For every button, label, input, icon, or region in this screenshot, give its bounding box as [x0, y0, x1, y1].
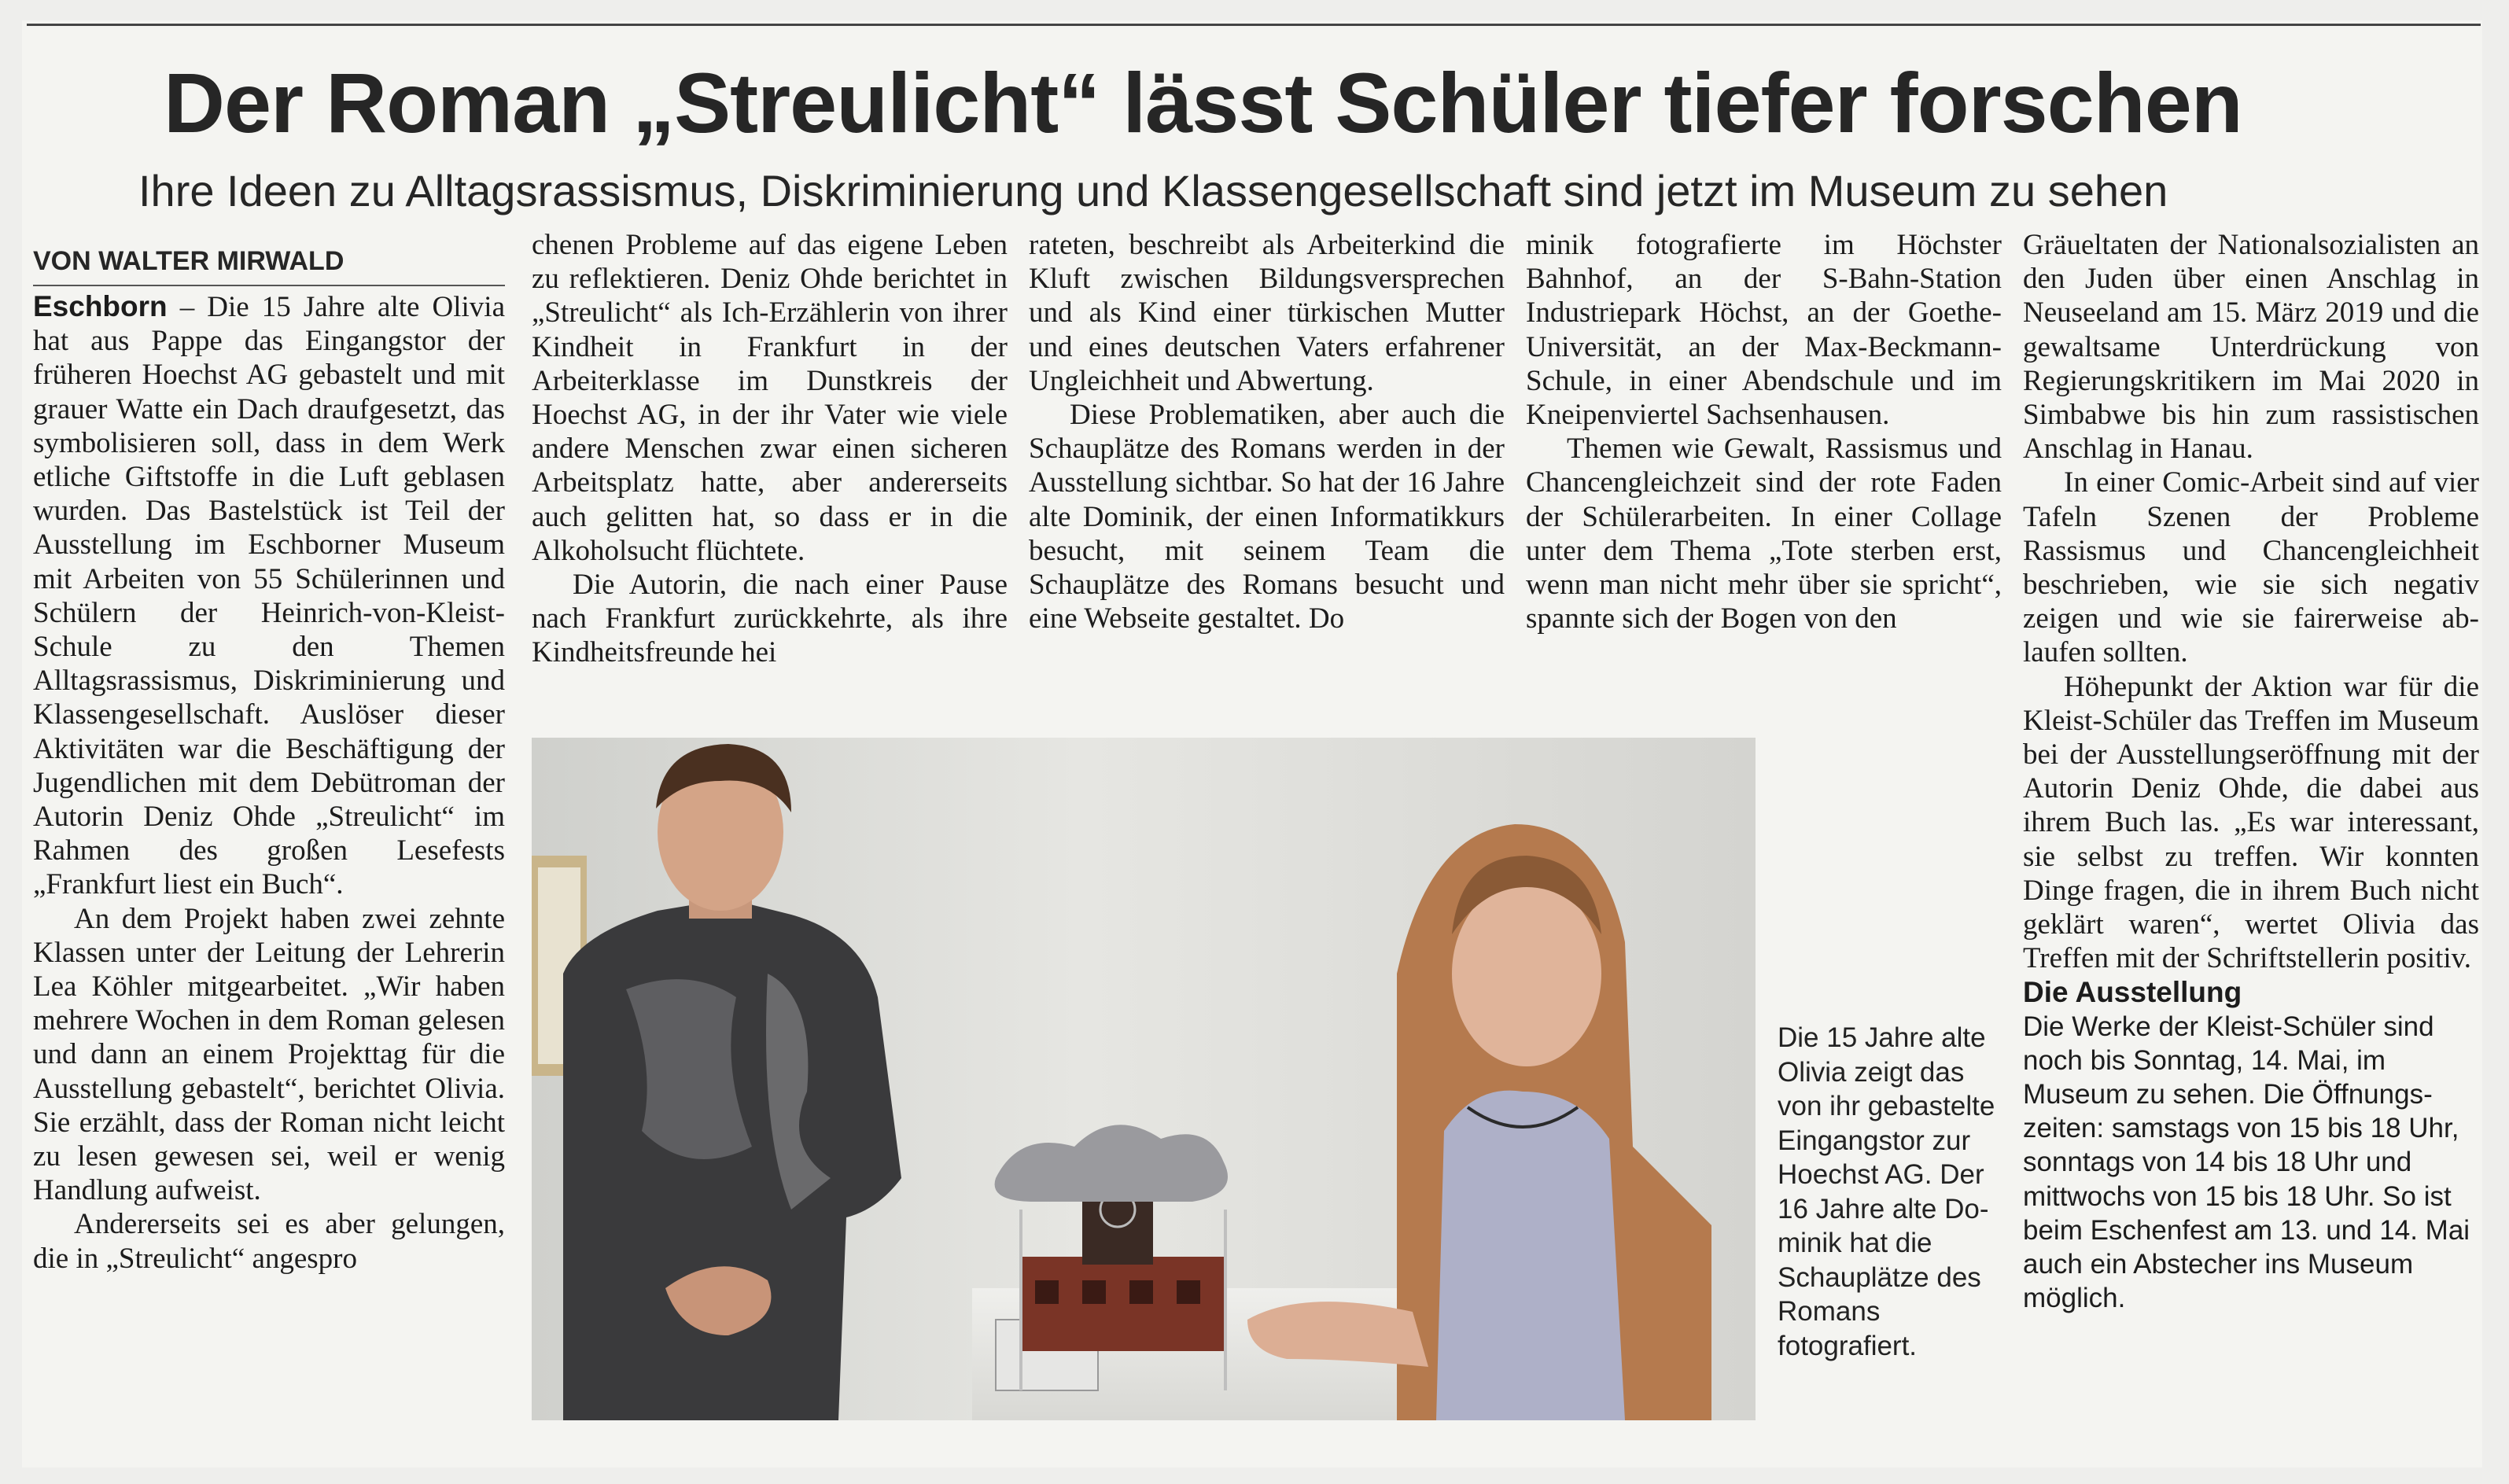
- section-heading: Die Ausstellung: [2023, 976, 2242, 1009]
- column-3: [1029, 228, 1505, 635]
- column-5: [2023, 228, 2479, 1316]
- paragraph: Diese Problematiken, aber auch die Schauplätze des Romans werden in der Ausstellung sichtbar. So hat der 16 Jahre alte Dominik, der einen Informatikkurs besucht, mit seinem Team die Schauplätze des Romans besucht und eine Webseite gestaltet. Do: [1029, 399, 1505, 635]
- section-text: Die Werke der Kleist-Schüler sind noch bis Sonntag, 14. Mai, im Museum zu sehen. Die Öffnungszeiten: samstags von 15 bis 18 Uhr, sonntags von 14 bis 18 Uhr und mittwochs von 15 bis 18 Uhr. So ist beim Eschenfest am 13. und 14. Mai auch ein Abstecher ins Museum möglich.: [2023, 1011, 2470, 1314]
- column-4: [1526, 228, 2002, 635]
- subheadline: Ihre Ideen zu Alltagsrassismus, Diskriminierung und Klassengesellschaft sind jetzt im Museum zu sehen: [138, 166, 2168, 215]
- column-2: [532, 228, 1008, 670]
- article-photo: [532, 738, 1756, 1420]
- paragraph: chenen Probleme auf das eigene Leben zu reflektieren. Deniz Ohde berichtet in „Streulicht“ als Ich-Erzählerin von ihrer Kindheit in Frankfurt in der Arbeiterklasse im Dunstkreis der Hoechst AG, in der ihr Vater wie viele andere Menschen zwar einen sicheren Arbeitsplatz hatte, aber andererseits auch gelitten hat, so dass er in die Alkoholsucht flüchtete.: [532, 229, 1008, 567]
- top-rule: [27, 24, 2481, 26]
- paragraph: rateten, beschreibt als Arbeiterkind die Kluft zwischen Bildungsversprechen und als Kind einer türkischen Mutter und eines deutschen Vaters erfahrener Ungleichheit und Abwertung.: [1029, 229, 1505, 397]
- photo-caption: Die 15 Jahre alte Olivia zeigt das von ihr gebastelte Eingangstor zur Hoechst AG. Der 16 Jahre alte Dominik hat die Schauplätze des Romans fotografiert.: [1778, 1022, 1995, 1361]
- paragraph: [33, 289, 505, 902]
- paragraph-text: – Die 15 Jahre alte Olivia hat aus Pappe das Eingangstor der früheren Hoechst AG gebastelt und mit grauer Watte ein Dach draufgesetzt, das symbolisieren soll, dass in dem Werk etliche Giftstoffe in die Luft geblasen wurden. Das Bastelstück ist Teil der Ausstellung im Eschborner Museum mit Arbeiten von 55 Schülerinnen und Schülern der Heinrich-von-Kleist-Schule zu den Themen Alltagsrassismus, Diskriminierung und Klassengesellschaft. Auslöser dieser Aktivitäten war die Beschäftigung der Jugendlichen mit dem Debütroman der Autorin Deniz Ohde „Streulicht“ im Rahmen des großen Lesefests „Frankfurt liest ein Buch“.: [33, 291, 505, 901]
- paragraph: An dem Projekt haben zwei zehnte Klassen unter der Leitung der Lehrerin Lea Köhler mitgearbeitet. „Wir haben mehrere Wochen in dem Roman gelesen und dann an einem Projekttag für die Ausstellung gebastelt“, berichtet Olivia. Sie erzählt, dass der Roman nicht leicht zu lesen gewesen sei, weil er wenig Handlung aufweist.: [33, 902, 505, 1207]
- dateline: Eschborn: [33, 290, 168, 322]
- photo-model-gate: [995, 1125, 1228, 1390]
- paragraph: minik fotografierte im Höchster Bahnhof, an der S-Bahn-Station Industriepark Höchst, an der Goethe-Universität, an der Max-Beckmann-Schule, in einer Abendschule und im Kneipenviertel Sachsenhausen.: [1526, 229, 2002, 432]
- paragraph: Die Autorin, die nach einer Pause nach Frankfurt zurückkehrte, als ihre Kindheitsfreunde hei: [532, 569, 1008, 669]
- byline: VON WALTER MIRWALD: [33, 244, 505, 286]
- paragraph: Gräueltaten der Nationalsozialisten an den Juden über einen Anschlag in Neuseeland am 15. März 2019 und die gewaltsame Unterdrückung von Regierungskritikern im Mai 2020 in Simbabwe bis hin zum rassistischen Anschlag in Hanau.: [2023, 229, 2479, 466]
- newspaper-page: [22, 20, 2482, 1467]
- headline: Der Roman „Streulicht“ lässt Schüler tiefer forschen: [164, 55, 2242, 150]
- paragraph: Themen wie Gewalt, Rassismus und Chancengleichzeit sind der rote Faden der Schülerarbeiten. In einer Collage unter dem Thema „Tote sterben erst, wenn man nicht mehr über sie spricht“, spannte sich der Bogen von den: [1526, 433, 2002, 635]
- paragraph: Höhepunkt der Aktion war für die Kleist-Schüler das Treffen im Museum bei der Ausstellungseröffnung mit der Autorin Deniz Ohde, die dabei aus ihrem Buch las. „Es war interessant, sie selbst zu treffen. Wir konnten Dinge fragen, die in ihrem Buch nicht geklärt waren“, wertet Olivia das Treffen mit der Schriftstellerin positiv.: [2023, 670, 2479, 975]
- column-1: [33, 289, 505, 1276]
- paragraph: Andererseits sei es aber gelungen, die in „Streulicht“ angespro: [33, 1208, 505, 1275]
- paragraph: In einer Comic-Arbeit sind auf vier Tafeln Szenen der Probleme Rassismus und Chancengleichheit beschrieben, wie sie sich negativ zeigen und wie sie fairerweise ablaufen sollten.: [2023, 466, 2479, 669]
